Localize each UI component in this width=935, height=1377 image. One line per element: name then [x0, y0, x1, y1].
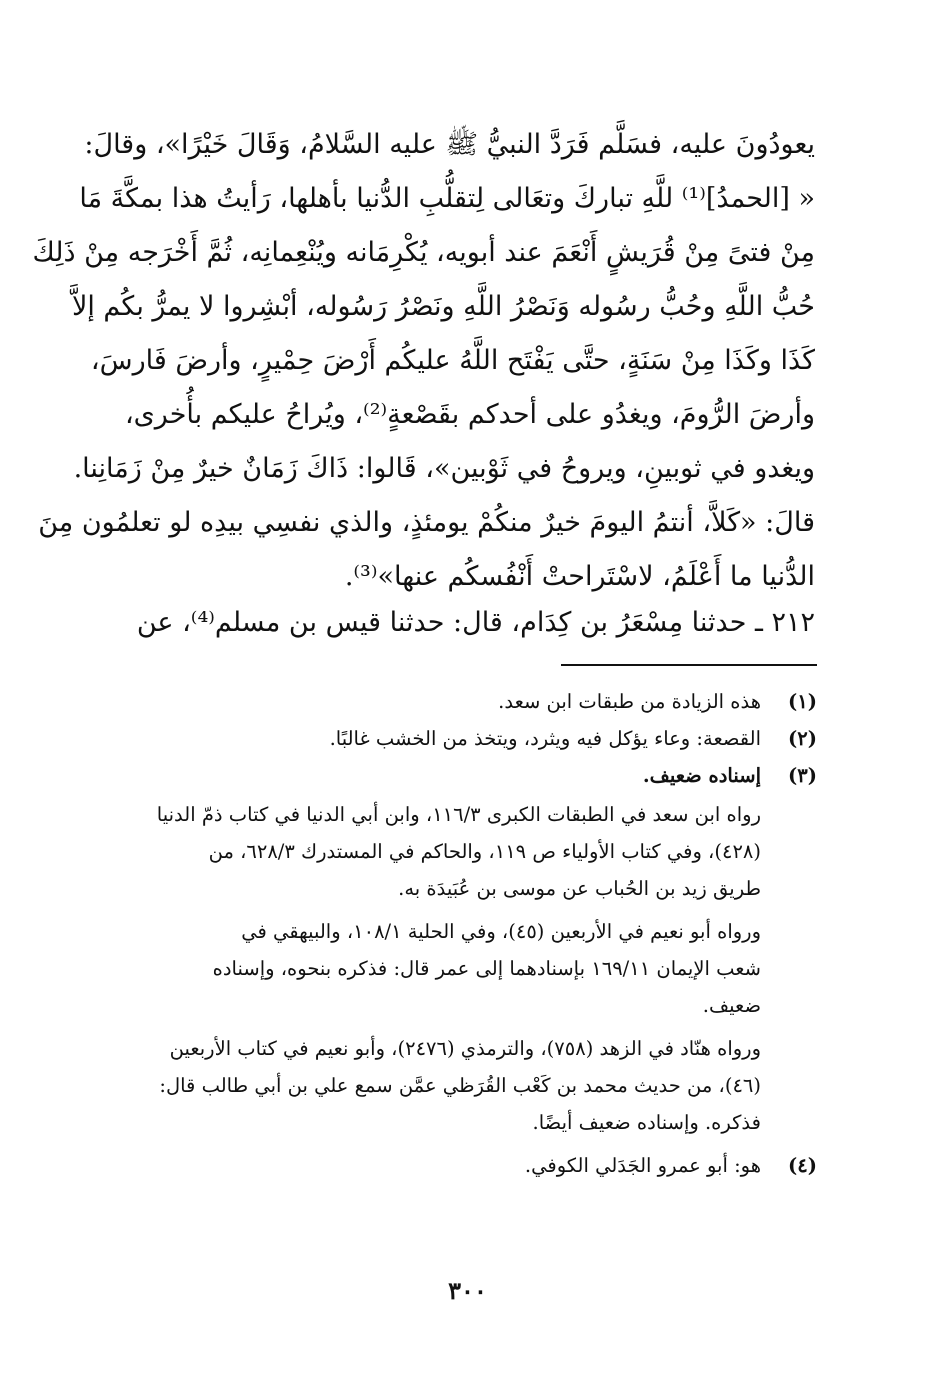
- footnote-1: [117, 683, 817, 720]
- main-text-block: [32, 118, 815, 604]
- main-text-line: مِنْ فتىً مِنْ قُرَيشٍ أَنْعَمَ عند أبويه، يُكْرِمَانه ويُنْعِمانِه، ثُمَّ أَخْرَجه مِنْ ذَلِكَ: [32, 237, 815, 268]
- main-text-line: وأرضَ الرُّومَ، ويغدُو على أحدكم بقَصْعةٍ⁽²⁾، ويُراحُ عليكم بأُخرى،: [124, 399, 815, 430]
- main-text-line: قالَ: «كَلاَّ، أنتمُ اليومَ خيرٌ منكُمْ يومئذٍ، والذي نفسِي بيدِه لو تعلمُون مِنَ: [38, 507, 815, 538]
- main-text-line: حُبُّ اللَّهِ وحُبُّ رسُوله وَنَصْرُ اللَّهِ ونَصْرُ رَسُوله، أبْشِروا لا يمرُّ بكُم إلاَّ: [71, 291, 815, 322]
- page-number: ٣٠٠: [448, 1276, 487, 1305]
- footnote-3-paragraph-1: [117, 796, 761, 907]
- footnote-number: (٤): [788, 1154, 817, 1177]
- footnote-3: [117, 757, 817, 794]
- footnote-divider: [561, 664, 817, 666]
- footnote-3-paragraph-2: [117, 913, 761, 1024]
- footnote-line: فذكره. وإسناده ضعيف أيضًا.: [532, 1111, 761, 1134]
- hadith-212-line: ٢١٢ ـ حدثنا مِسْعَرُ بن كِدَام، قال: حدثنا قيس بن مسلم⁽⁴⁾، عن: [136, 607, 815, 638]
- footnote-text: القصعة: وعاء يؤكل فيه ويثرد، ويتخذ من الخشب غالبًا.: [329, 727, 761, 750]
- footnote-text: إسناده ضعيف.: [642, 764, 761, 787]
- footnote-text: هو: أبو عمرو الجَدَلي الكوفي.: [524, 1154, 761, 1177]
- footnote-text: هذه الزيادة من طبقات ابن سعد.: [498, 690, 761, 713]
- footnote-4: [117, 1147, 817, 1184]
- footnote-line: ضعيف.: [702, 994, 761, 1017]
- main-text-line: الدُّنيا ما أَعْلَمُ، لاسْتَراحتْ أَنْفُسكُم عنها»⁽³⁾.: [344, 561, 815, 592]
- footnote-number: (١): [788, 690, 817, 713]
- footnote-number: (٣): [788, 764, 817, 787]
- footnote-line: (٤٢٨)، وفي كتاب الأولياء ص ١١٩، والحاكم في المستدرك ٦٢٨/٣، من: [208, 840, 761, 863]
- main-text-line: ويغدو في ثوبينِ، ويروحُ في ثَوْبين»، قَالوا: ذَاكَ زَمَانٌ خيرٌ مِنْ زَمَانِنا.: [73, 453, 815, 484]
- footnote-line: ورواه هنّاد في الزهد (٧٥٨)، والترمذي (٢٤٧٦)، وأبو نعيم في كتاب الأربعين: [169, 1037, 761, 1060]
- footnote-line: ورواه أبو نعيم في الأربعين (٤٥)، وفي الحلية ١٠٨/١، والبيهقي في: [241, 920, 761, 943]
- footnote-2: [117, 720, 817, 757]
- main-text-line: « [الحمدُ]⁽¹⁾ للَّهِ تباركَ وتعَالى لِتقلُّبِ الدُّنيا بأهلها، رَأيتُ هذا بمكَّةَ مَا: [79, 183, 815, 214]
- footnote-3-paragraph-3: [117, 1030, 761, 1141]
- footnote-number: (٢): [788, 727, 817, 750]
- footnotes-section: [117, 683, 817, 1184]
- main-text-line: كَذَا وكَذَا مِنْ سَنَةٍ، حتَّى يَفْتَح اللَّهُ عليكُم أَرْضَ حِمْيرٍ، وأرضَ فَارسَ،: [90, 345, 815, 376]
- footnote-line: (٤٦)، من حديث محمد بن كَعْب القُرَظي عمَّن سمع علي بن أبي طالب قال:: [159, 1074, 761, 1097]
- footnote-line: رواه ابن سعد في الطبقات الكبرى ١١٦/٣، وابن أبي الدنيا في كتاب ذمّ الدنيا: [156, 803, 761, 826]
- footnote-line: طريق زيد بن الحُباب عن موسى بن عُبَيدَة به.: [398, 877, 761, 900]
- main-text-line: يعودُونَ عليه، فسَلَّم فَرَدَّ النبيُّ ﷺ عليه السَّلامُ، وَقَالَ خَيْرًا»، وقالَ:: [84, 129, 815, 160]
- footnote-line: شعب الإيمان ١٦٩/١١ بإسنادهما إلى عمر قال: فذكره بنحوه، وإسناده: [212, 957, 761, 980]
